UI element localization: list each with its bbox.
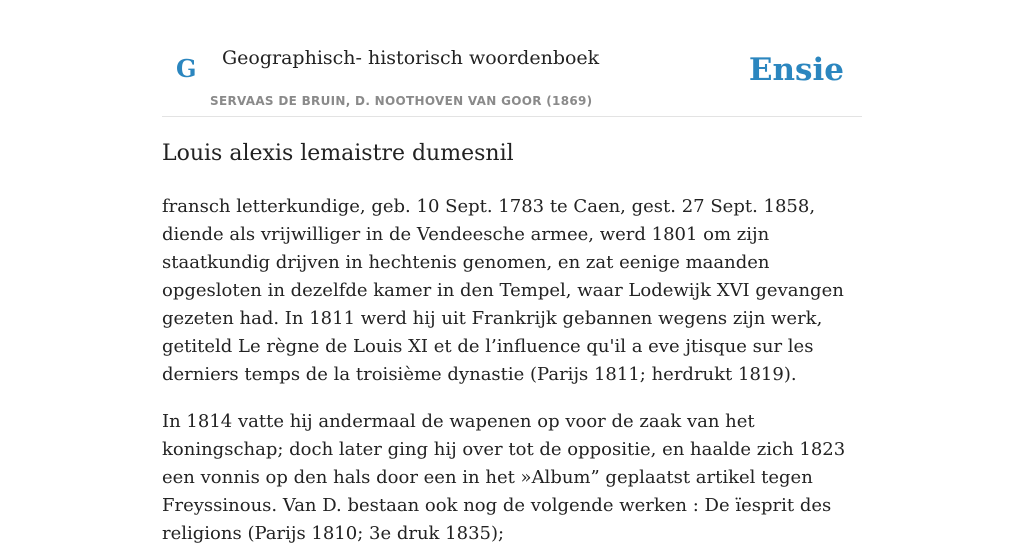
book-title[interactable]: Geographisch- historisch woordenboek (222, 47, 600, 69)
book-authors: SERVAAS DE BRUIN, D. NOOTHOVEN VAN GOOR (1869) (210, 94, 593, 108)
entry-paragraph: fransch letterkundige, geb. 10 Sept. 1783 te Caen, gest. 27 Sept. 1858, diende als vrijwilliger in de Vendeesche armee, werd 1801 om zijn staatkundig drijven in hechtenis genomen, en zat eenige maanden opgesloten in dezelfde kamer in den Tempel, waar Lodewijk XVI gevangen gezeten had. In 1811 werd hij uit Frankrijk gebannen wegens zijn werk, getiteld Le règne de Louis XI et de l’influence qu'il a eve jtisque sur les derniers temps de la troisième dynastie (Parijs 1811; herdrukt 1819). (162, 196, 844, 385)
site-header (162, 0, 862, 117)
entry-article (162, 138, 862, 548)
entry-title: Louis alexis lemaistre dumesnil (162, 141, 514, 166)
entry-paragraph: In 1814 vatte hij andermaal de wapenen op voor de zaak van het koningschap; doch later ging hij over tot de oppositie, en haalde zich 1823 een vonnis op den hals door een in het »Album” geplaatst artikel tegen Freyssinous. Van D. bestaan ook nog de volgende werken : De ïesprit des religions (Parijs 1810; 3e druk 1835); (162, 411, 846, 544)
book-logo-icon[interactable]: G (176, 54, 197, 83)
ensie-brand-logo[interactable]: Ensie (748, 52, 844, 88)
